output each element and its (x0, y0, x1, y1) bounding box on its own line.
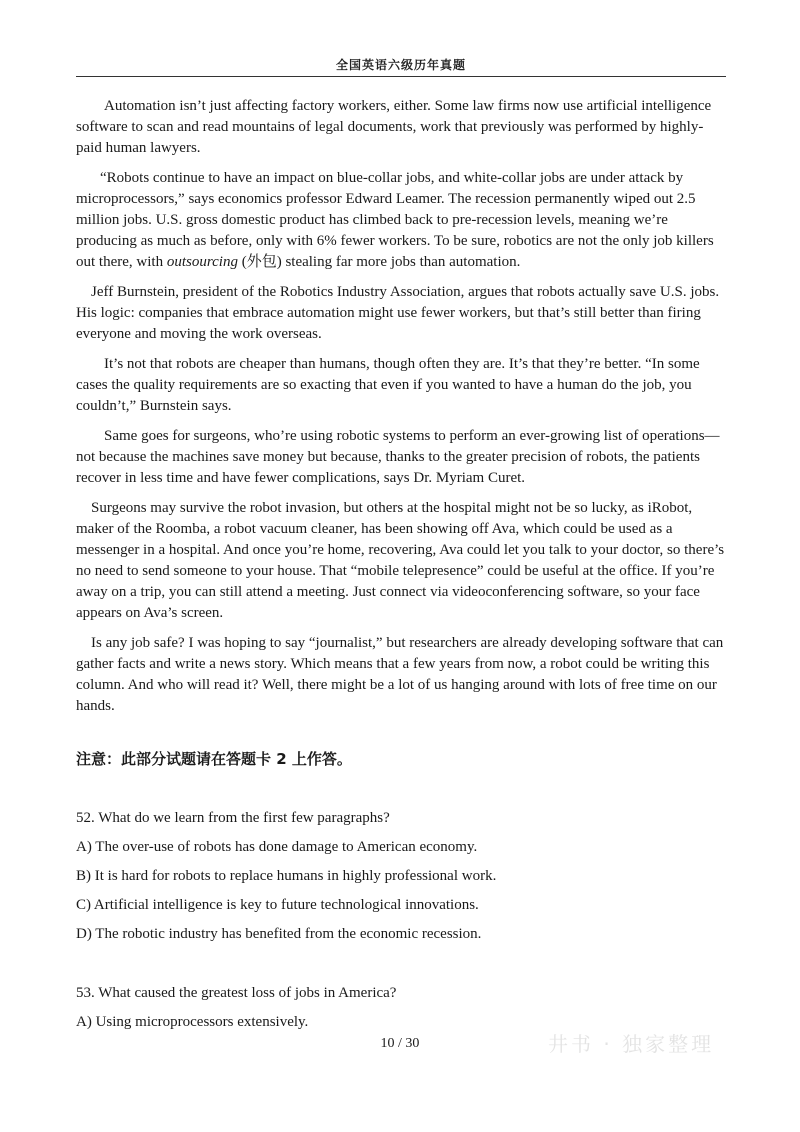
answer-sheet-note: 注意：此部分试题请在答题卡 2 上作答。 (76, 750, 352, 768)
question-53-stem: 53. What caused the greatest loss of jobs in America? (76, 985, 397, 1001)
passage-paragraph-4: It’s not that robots are cheaper than humans, though often they are. It’s that they’re better. “In some cases the quality requirements are so exacting that even if you wanted to have a human do the job, you couldn’t,” Burnstein says. (76, 356, 700, 414)
question-52-option-b: B) It is hard for robots to replace humans in highly professional work. (76, 868, 497, 884)
page-header-title: 全国英语六级历年真题 (335, 58, 466, 72)
passage-paragraph-5: Same goes for surgeons, who’re using robotic systems to perform an ever-growing list of operations—not because the machines save money but because, thanks to the greater precision of robots, the patients recover in less time and have fewer complications, says Dr. Myriam Curet. (76, 428, 720, 486)
passage-paragraph-1: Automation isn’t just affecting factory workers, either. Some law firms now use artificial intelligence software to scan and read mountains of legal documents, work that previously was performed by highly-paid human lawyers. (76, 98, 712, 156)
question-52-stem: 52. What do we learn from the first few paragraphs? (76, 810, 390, 826)
page-number: 10 / 30 (380, 1036, 420, 1051)
outsourcing-term: outsourcing (166, 254, 238, 270)
question-52-option-c: C) Artificial intelligence is key to future technological innovations. (76, 897, 479, 913)
paragraph-2-text-b: (外包) stealing far more jobs than automation. (237, 254, 521, 270)
watermark-text: 井书 · 独家整理 (548, 1032, 715, 1056)
passage (76, 96, 726, 726)
paragraph-2-text-a: “Robots continue to have an impact on blue-collar jobs, and white-collar jobs are under attack by microprocessors,” says economics professor Edward Leamer. The recession permanently wiped out 2.5 million jobs. U.S. gross domestic product has climbed back to pre-recession levels, meaning we’re producing as much as before, only with 6% fewer workers. To be sure, robotics are not the only job killers out there, with (76, 170, 714, 270)
passage-paragraph-6: Surgeons may survive the robot invasion, but others at the hospital might not be so lucky, as iRobot, maker of the Roomba, a robot vacuum cleaner, has been showing off Ava, which could be used as a messenger in a hospital. And once you’re home, recovering, Ava could let you talk to your doctor, so there’s no need to send someone to your house. That “mobile telepresence” could be useful at the office. If you’re away on a trip, you can still attend a meeting. Just connect via videoconferencing software, so your face appears on Ava’s screen. (76, 500, 725, 621)
question-52-option-a: A) The over-use of robots has done damage to American economy. (76, 839, 478, 855)
question-52-option-d: D) The robotic industry has benefited from the economic recession. (76, 926, 482, 942)
passage-paragraph-3: Jeff Burnstein, president of the Robotics Industry Association, argues that robots actually save U.S. jobs. His logic: companies that embrace automation might use fewer workers, but that’s still better than firing everyone and moving the work overseas. (76, 284, 720, 342)
passage-paragraph-7: Is any job safe? I was hoping to say “journalist,” but researchers are already developing software that can gather facts and write a news story. Which means that a few years from now, a robot could be writing this column. And who will read it? Well, there might be a lot of us hanging around with lots of free time on our hands. (76, 635, 724, 714)
question-53-option-a: A) Using microprocessors extensively. (76, 1014, 309, 1030)
passage-paragraph-2 (76, 168, 726, 273)
header-divider (76, 76, 726, 77)
